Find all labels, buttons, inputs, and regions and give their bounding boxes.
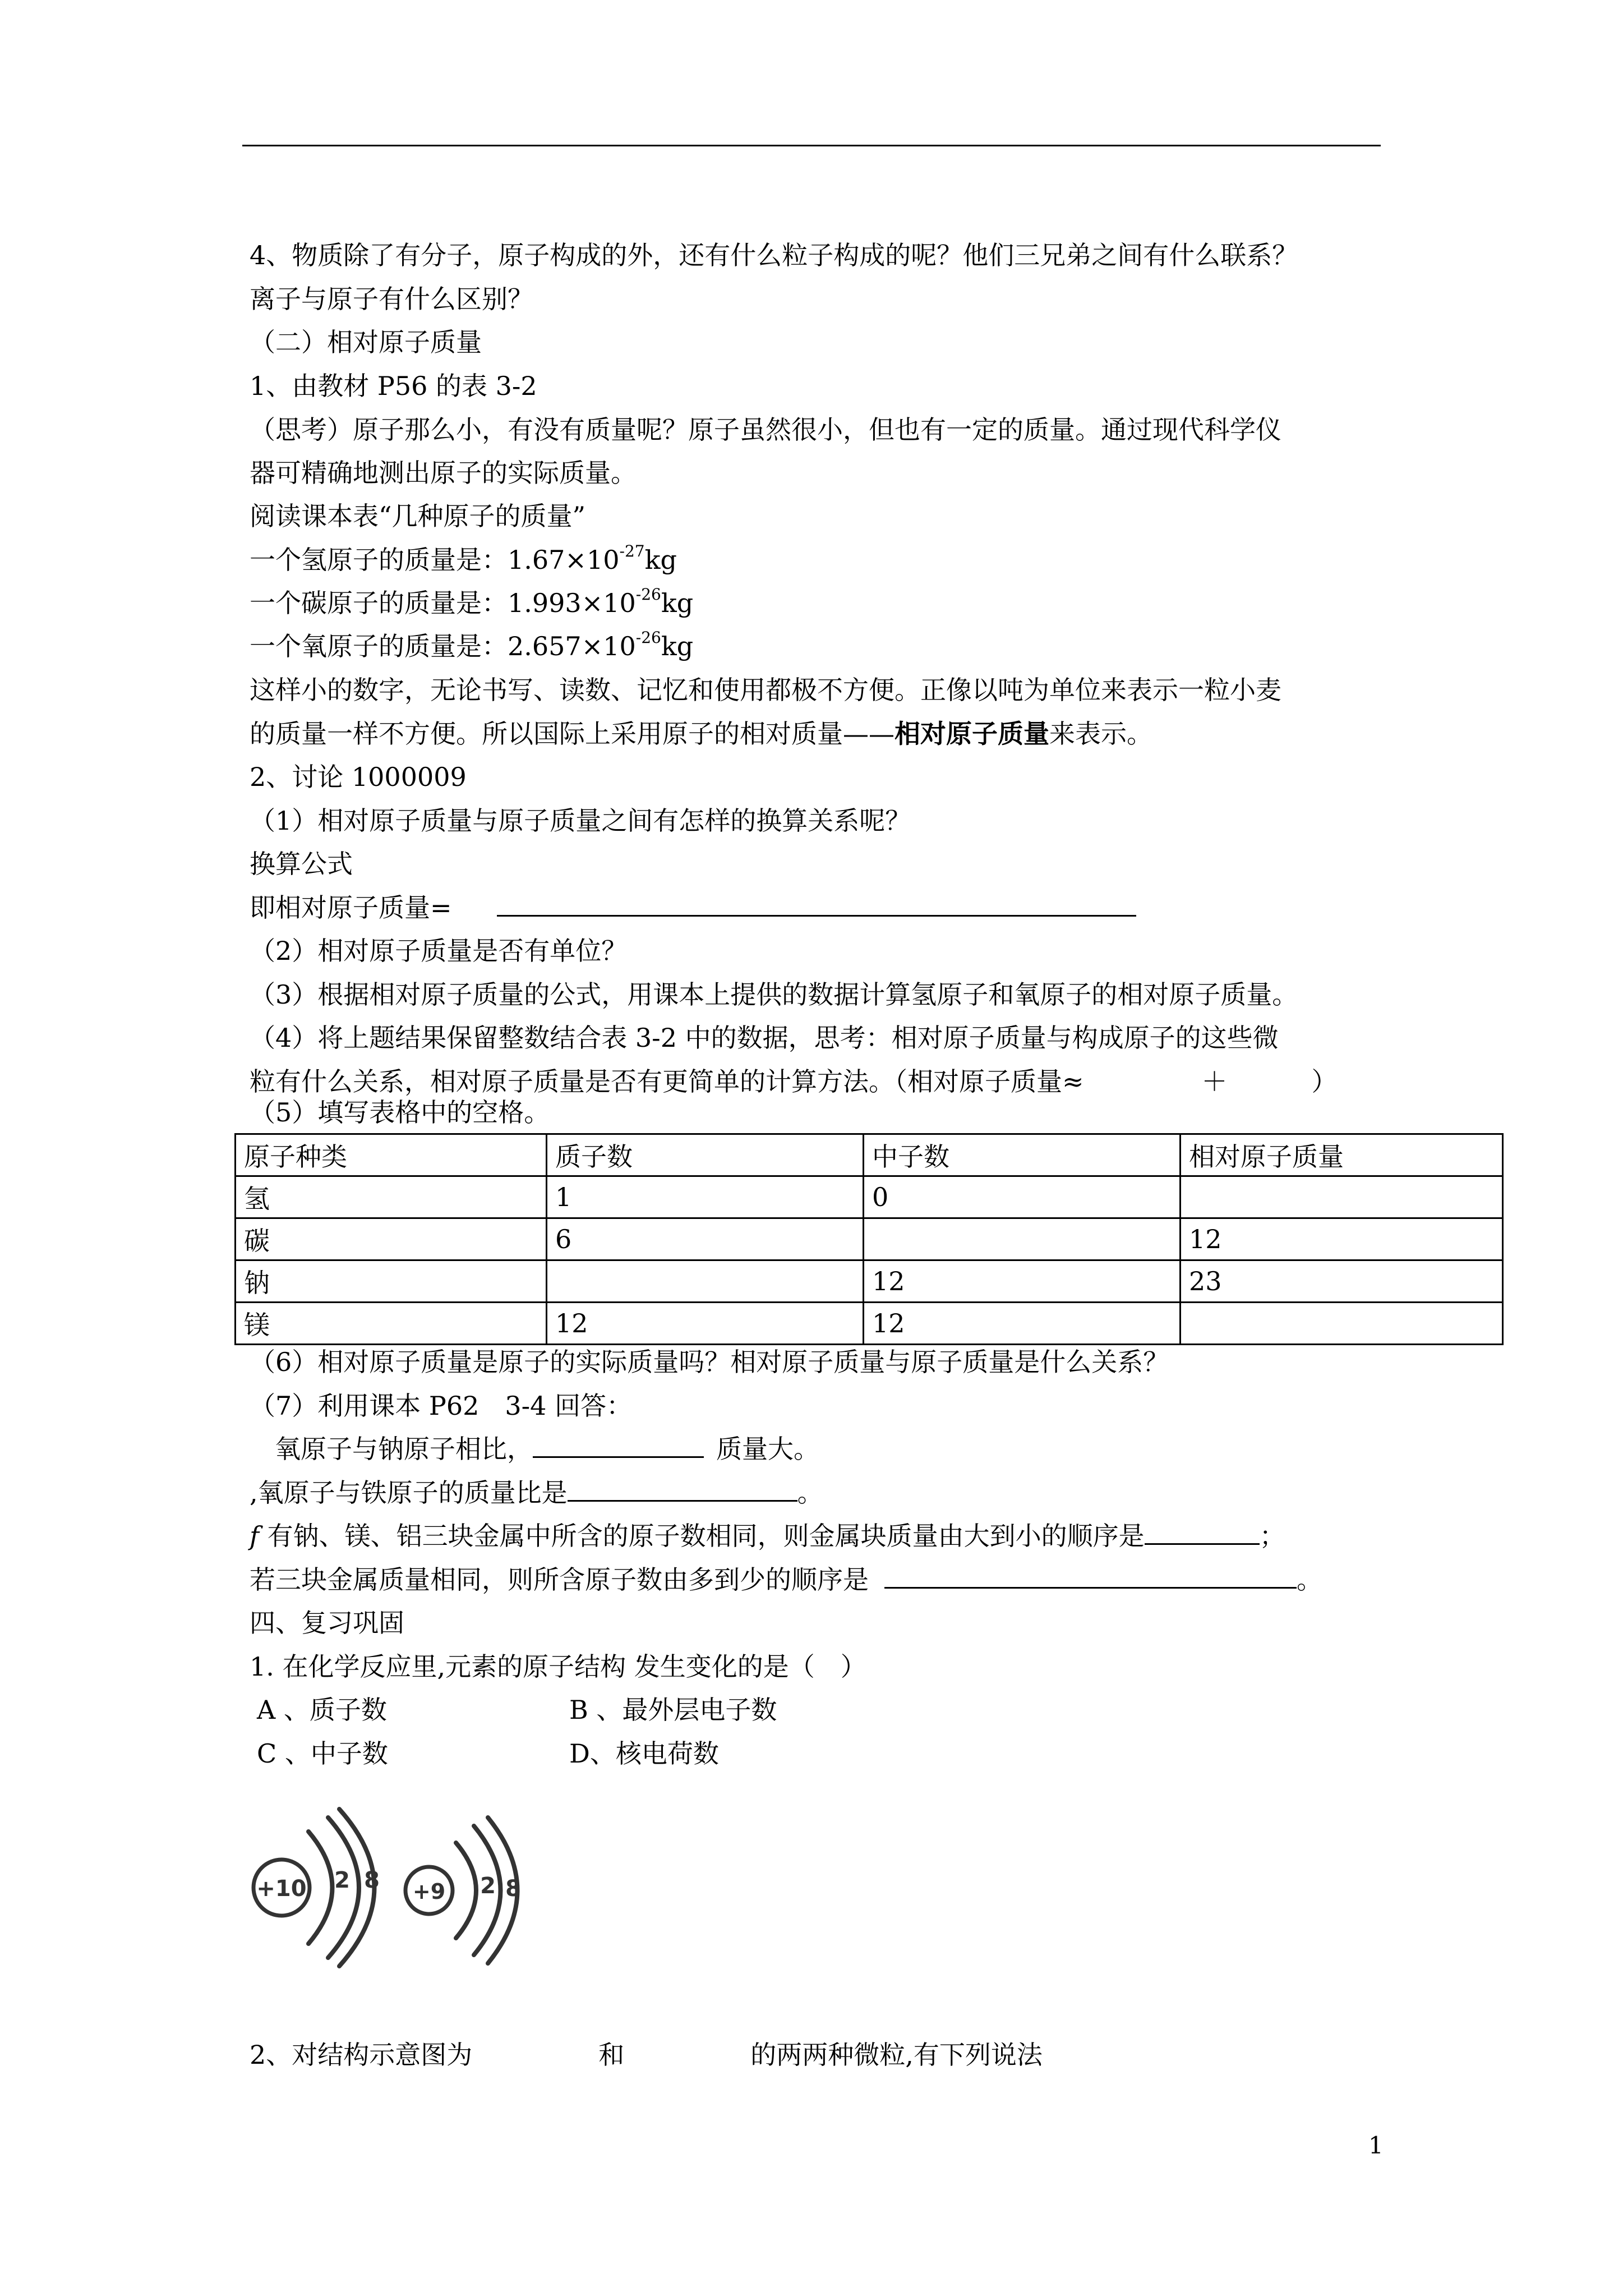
- metal-block-line-2: [250, 1563, 1322, 1596]
- atom-table: [234, 1133, 1504, 1345]
- table-row: [236, 1303, 1503, 1345]
- relative-atomic-mass-term: 相对原子质量: [895, 719, 1049, 749]
- question-2-and: 和: [598, 2040, 625, 2070]
- read-table-line: 阅读课本表“几种原子的质量”: [250, 501, 586, 531]
- table-row: [236, 1260, 1503, 1303]
- table-header-cell: 原子种类: [236, 1134, 547, 1176]
- metal-block-2-tail: 。: [1297, 1565, 1322, 1595]
- metal-block-tail: ；: [1259, 1521, 1285, 1551]
- small-number-line-1: 这样小的数字，无论书写、读数、记忆和使用都极不方便。正像以吨为单位来表示一粒小麦: [250, 675, 1281, 705]
- formula-label: 即相对原子质量=: [250, 892, 452, 923]
- review-question-1: 1. 在化学反应里,元素的原子结构 发生变化的是（ ）: [250, 1651, 866, 1682]
- discussion-3: （3）根据相对原子质量的公式，用课本上提供的数据计算氢原子和氧原子的相对原子质量。: [250, 979, 1298, 1010]
- page-number: 1: [1368, 2132, 1384, 2159]
- oxygen-mass-line: [250, 629, 693, 663]
- section-relative-atomic-mass: （二）相对原子质量: [250, 327, 482, 357]
- table-cell: 0: [864, 1176, 1181, 1218]
- think-line-1: （思考）原子那么小，有没有质量呢？原子虽然很小，但也有一定的质量。通过现代科学仪: [250, 415, 1281, 445]
- carbon-mass-text: 一个碳原子的质量是：1.993×10: [250, 588, 636, 618]
- shell-1-electrons: 2: [480, 1873, 496, 1899]
- table-row: [236, 1218, 1503, 1260]
- item-1: 1、由教材 P56 的表 3-2: [250, 371, 537, 401]
- carbon-mass-line: [250, 586, 693, 620]
- shell-1-electrons: 2: [334, 1867, 350, 1893]
- table-cell-blank[interactable]: [547, 1260, 864, 1303]
- mass-order-blank[interactable]: [1145, 1522, 1260, 1545]
- mass-ratio-blank[interactable]: [568, 1479, 797, 1502]
- metal-block-text: 有钠、镁、铝三块金属中所含的原子数相同，则金属块质量由大到小的顺序是: [259, 1521, 1145, 1551]
- nucleus-label: +10: [256, 1876, 307, 1902]
- table-cell: 氢: [236, 1176, 547, 1218]
- discussion-1: （1）相对原子质量与原子质量之间有怎样的换算关系呢？: [250, 806, 911, 836]
- item-2-discussion: 2、讨论 1000009: [250, 762, 467, 792]
- table-cell: 12: [864, 1303, 1181, 1345]
- small-number-line-2: [250, 717, 1152, 751]
- oxygen-mass-unit: kg: [661, 631, 694, 661]
- option-d[interactable]: D、核电荷数: [569, 1738, 719, 1769]
- plus-sign: ＋: [1201, 1066, 1228, 1097]
- atom-count-order-blank[interactable]: [884, 1566, 1297, 1589]
- question-4-line-1: 4、物质除了有分子，原子构成的外，还有什么粒子构成的呢？他们三兄弟之间有什么联系？: [250, 240, 1298, 270]
- question-4-line-2: 离子与原子有什么区别？: [250, 284, 533, 314]
- carbon-mass-unit: kg: [661, 588, 694, 618]
- discussion-6: （6）相对原子质量是原子的实际质量吗？相对原子质量与原子质量是什么关系？: [250, 1347, 1169, 1377]
- discussion-4-line-2: [250, 1065, 1338, 1098]
- hydrogen-mass-exponent: -27: [619, 542, 645, 560]
- oxygen-mass-exponent: -26: [635, 628, 661, 647]
- shell-2-electrons: 8: [364, 1867, 380, 1893]
- discussion-4-line-1: （4）将上题结果保留整数结合表 3-2 中的数据，思考：相对原子质量与构成原子的这些微: [250, 1023, 1279, 1053]
- table-header-row: [236, 1134, 1503, 1176]
- table-header-cell: 质子数: [547, 1134, 864, 1176]
- table-cell: 23: [1181, 1260, 1503, 1303]
- small-number-tail: 来表示。: [1049, 719, 1152, 749]
- hydrogen-mass-line: [250, 543, 677, 577]
- oxygen-iron-text: ,氧原子与铁原子的质量比是: [250, 1478, 568, 1508]
- oxygen-iron-tail: 。: [797, 1478, 823, 1508]
- question-2-text: 2、对结构示意图为: [250, 2040, 473, 2070]
- table-cell: 镁: [236, 1303, 547, 1345]
- table-header-cell: 相对原子质量: [1181, 1134, 1503, 1176]
- option-c[interactable]: C 、中子数: [257, 1738, 388, 1769]
- formula-title: 换算公式: [250, 849, 353, 879]
- discussion-2: （2）相对原子质量是否有单位？: [250, 936, 628, 966]
- discussion-4-text: 粒有什么关系，相对原子质量是否有更简单的计算方法。（相对原子质量≈: [250, 1066, 1084, 1097]
- table-row: [236, 1176, 1503, 1218]
- discussion-5: （5）填写表格中的空格。: [250, 1097, 550, 1128]
- question-2-tail: 的两两种微粒,有下列说法: [750, 2040, 1043, 2070]
- table-cell: 12: [1181, 1218, 1503, 1260]
- table-cell: 12: [864, 1260, 1181, 1303]
- option-a[interactable]: A 、质子数: [257, 1695, 387, 1725]
- table-cell-blank[interactable]: [1181, 1303, 1503, 1345]
- nucleus-label: +9: [412, 1879, 446, 1904]
- oxygen-sodium-text: 氧原子与钠原子相比，: [275, 1434, 533, 1464]
- table-cell-blank[interactable]: [864, 1218, 1181, 1260]
- formula-blank[interactable]: [497, 894, 1136, 917]
- oxygen-sodium-tail: 质量大。: [716, 1434, 819, 1464]
- header-rule: [242, 145, 1381, 146]
- close-paren: ）: [1311, 1066, 1338, 1097]
- shell-2-electrons: 8: [505, 1876, 521, 1902]
- table-cell: 12: [547, 1303, 864, 1345]
- small-number-text: 的质量一样不方便。所以国际上采用原子的相对质量——: [250, 719, 895, 749]
- table-cell: 1: [547, 1176, 864, 1218]
- atom-structure-diagrams: [250, 1803, 564, 1972]
- section-review: 四、复习巩固: [250, 1608, 404, 1638]
- heavier-atom-blank[interactable]: [533, 1435, 704, 1458]
- think-line-2: 器可精确地测出原子的实际质量。: [250, 458, 637, 488]
- table-cell-blank[interactable]: [1181, 1176, 1503, 1218]
- oxygen-mass-text: 一个氧原子的质量是：2.657×10: [250, 631, 636, 661]
- table-cell: 钠: [236, 1260, 547, 1303]
- table-cell: 6: [547, 1218, 864, 1260]
- f-mark: f: [250, 1521, 260, 1551]
- table-cell: 碳: [236, 1218, 547, 1260]
- oxygen-iron-line: [250, 1476, 823, 1510]
- metal-block-2-text: 若三块金属质量相同，则所含原子数由多到少的顺序是: [250, 1565, 869, 1595]
- oxygen-sodium-line: [275, 1432, 819, 1466]
- hydrogen-mass-unit: kg: [644, 545, 677, 575]
- hydrogen-mass-text: 一个氢原子的质量是：1.67×10: [250, 545, 620, 575]
- metal-block-line-1: [250, 1519, 1285, 1553]
- review-question-2: [250, 2038, 1043, 2072]
- option-b[interactable]: B 、最外层电子数: [569, 1695, 777, 1725]
- carbon-mass-exponent: -26: [635, 585, 661, 604]
- formula-line: [250, 891, 1136, 924]
- table-header-cell: 中子数: [864, 1134, 1181, 1176]
- discussion-7: （7）利用课本 P62 3-4 回答：: [250, 1391, 633, 1421]
